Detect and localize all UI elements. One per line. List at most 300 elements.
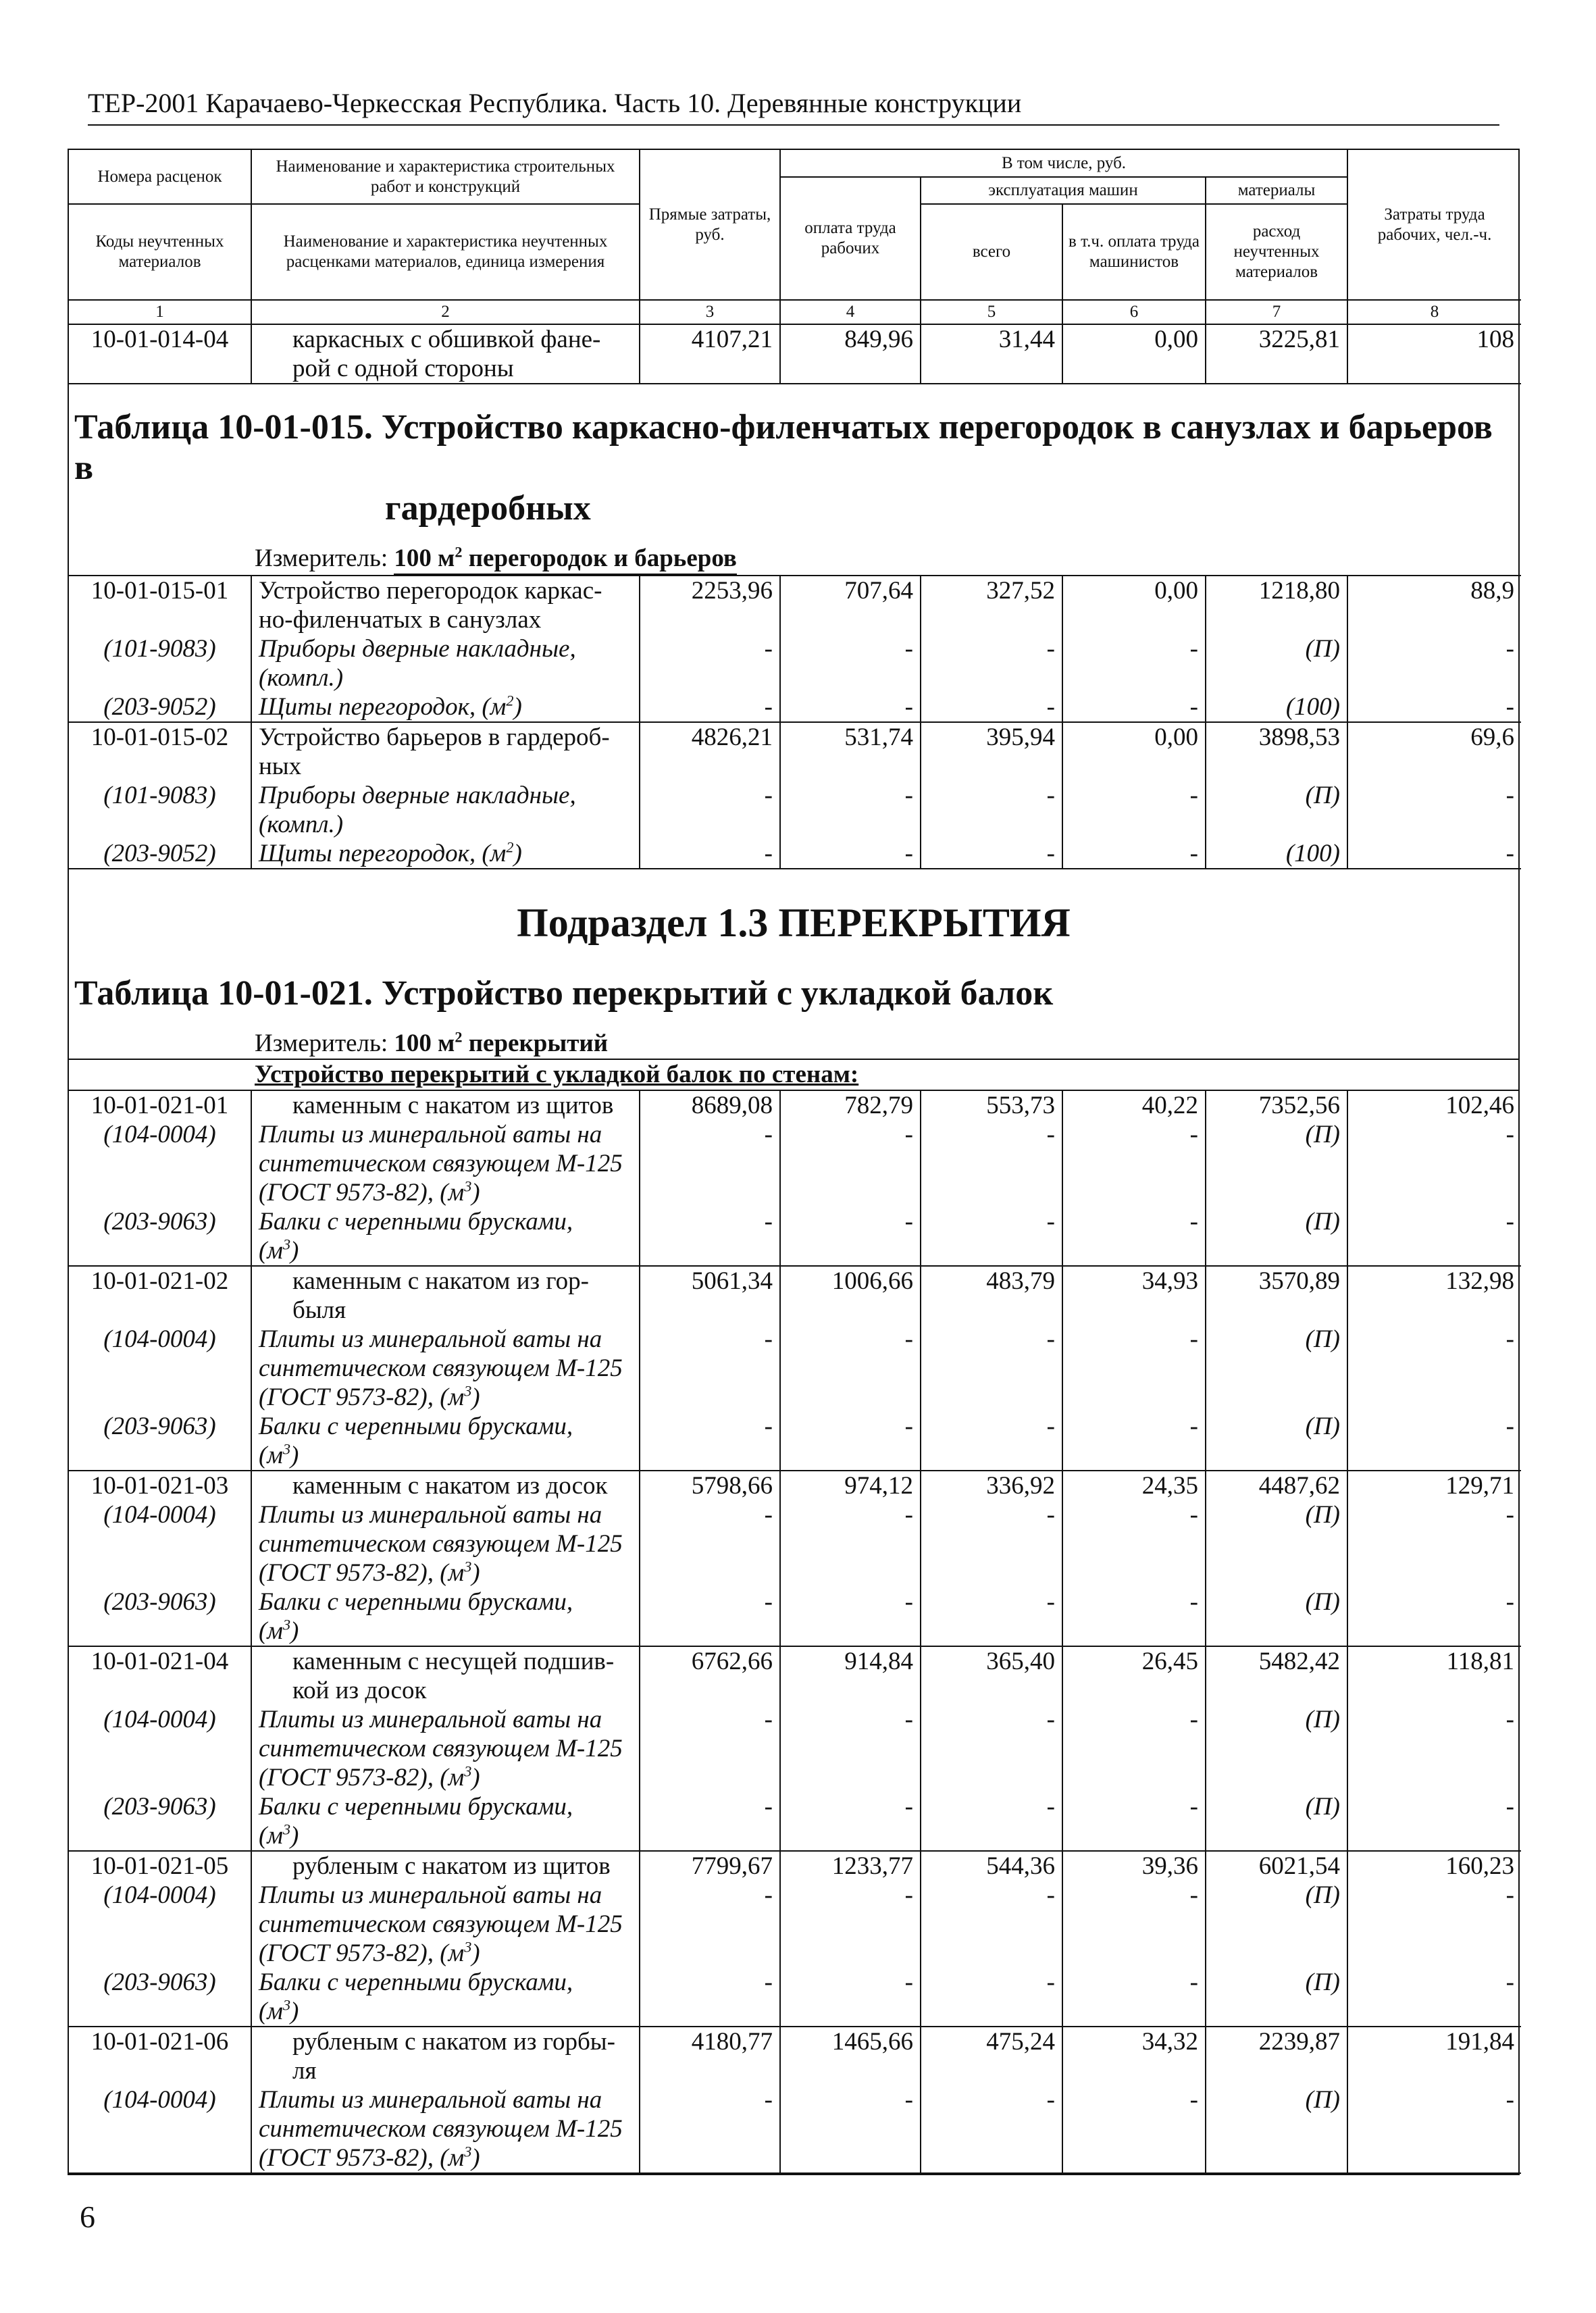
dash: - — [640, 634, 780, 692]
material-name-line: (м — [259, 1237, 283, 1265]
dash: - — [780, 1587, 921, 1646]
col-machines-total: всего — [921, 204, 1062, 300]
dash: - — [1062, 692, 1206, 722]
material-name-line: Приборы дверные накладные, — [259, 782, 576, 809]
material-name-line: (ГОСТ 9573-82), (м — [259, 2144, 465, 2172]
dash: - — [780, 1412, 921, 1471]
unit-close: ) — [513, 693, 522, 721]
worker-pay: 849,96 — [780, 325, 921, 384]
dash: - — [640, 1968, 780, 2027]
dash: - — [1347, 2085, 1521, 2173]
rate-name-line: каменным с накатом из гор- — [292, 1267, 589, 1295]
material-name — [251, 1325, 640, 1412]
material-name-line: Плиты из минеральной ваты на — [259, 1325, 602, 1353]
table-row — [69, 1851, 1521, 1881]
rate-name-line: ных — [259, 753, 302, 780]
table-row — [69, 1646, 1521, 1705]
material-name-line: (м — [259, 1617, 283, 1645]
dash: - — [780, 781, 921, 839]
worker-pay: 974,12 — [780, 1471, 921, 1500]
material-name-line: (м — [259, 1998, 283, 2025]
dash: - — [780, 1881, 921, 1968]
labor-hours: 102,46 — [1347, 1091, 1521, 1120]
machinist-pay: 34,93 — [1062, 1266, 1206, 1325]
dash: - — [1062, 1325, 1206, 1412]
machines-total: 336,92 — [921, 1471, 1062, 1500]
material-code: (203-9063) — [69, 1207, 251, 1266]
material-name-line: синтетическом связующем М-125 — [259, 2115, 623, 2143]
material-usage: (П) — [1206, 2085, 1347, 2173]
table-row — [69, 1091, 1521, 1120]
dash: - — [780, 2085, 921, 2173]
rate-name-line: каркасных с обшивкой фане- — [292, 326, 601, 353]
unit-sup: 2 — [506, 838, 514, 856]
dash: - — [1062, 1792, 1206, 1851]
dash: - — [1062, 1207, 1206, 1266]
material-name-line: синтетическом связующем М-125 — [259, 1910, 623, 1938]
col-num-8: 8 — [1347, 300, 1521, 324]
material-name-line: синтетическом связующем М-125 — [259, 1150, 623, 1177]
unit-close: ) — [471, 1939, 480, 1967]
unit-close: ) — [471, 1559, 480, 1587]
rate-name — [251, 1646, 640, 1705]
table-015-title — [69, 384, 1518, 529]
unit-close: ) — [290, 1237, 299, 1265]
col-num-6: 6 — [1062, 300, 1206, 324]
direct-costs: 8689,08 — [640, 1091, 780, 1120]
material-name — [251, 1705, 640, 1792]
rate-name-line: каменным с накатом из щитов — [292, 1092, 614, 1119]
dash: - — [1347, 1325, 1521, 1412]
material-name-line: (ГОСТ 9573-82), (м — [259, 1559, 465, 1587]
dash: - — [1347, 1792, 1521, 1851]
meter-sup: 2 — [455, 1028, 463, 1046]
rate-name-line: рой с одной стороны — [292, 355, 514, 382]
unit-sup: 3 — [282, 1996, 291, 2014]
unit-close: ) — [471, 2144, 480, 2172]
unit-sup: 3 — [464, 1938, 472, 1956]
col-num-4: 4 — [780, 300, 921, 324]
worker-pay: 1465,66 — [780, 2027, 921, 2085]
rate-code: 10-01-015-01 — [91, 577, 229, 605]
dash: - — [780, 692, 921, 722]
dash: - — [640, 1881, 780, 1968]
meter-value: 100 м — [394, 544, 455, 572]
machines-total: 31,44 — [921, 325, 1062, 384]
rate-code: 10-01-021-04 — [91, 1648, 229, 1675]
material-name-line: Плиты из минеральной ваты на — [259, 1121, 602, 1148]
worker-pay: 531,74 — [780, 722, 921, 781]
unit-close: ) — [290, 1442, 299, 1469]
col-direct-costs: Прямые затраты, руб. — [640, 150, 780, 300]
material-usage: (П) — [1206, 1120, 1347, 1207]
machinist-pay: 39,36 — [1062, 1851, 1206, 1881]
material-usage: (П) — [1206, 1587, 1347, 1646]
dash: - — [921, 692, 1062, 722]
dash: - — [1347, 781, 1521, 839]
dash: - — [640, 781, 780, 839]
unit-sup: 3 — [282, 1440, 291, 1458]
material-name — [251, 1968, 640, 2027]
table-014-rows — [69, 325, 1521, 384]
material-name-line: (ГОСТ 9573-82), (м — [259, 1939, 465, 1967]
unit-sup: 3 — [282, 1821, 291, 1838]
dash: - — [1062, 1881, 1206, 1968]
unit-sup: 3 — [464, 1762, 472, 1780]
dash: - — [1062, 781, 1206, 839]
dash: - — [780, 1705, 921, 1792]
labor-hours: 132,98 — [1347, 1266, 1521, 1325]
machinist-pay: 0,00 — [1062, 325, 1206, 384]
group-heading — [69, 1059, 1518, 1091]
rate-name — [251, 1266, 640, 1325]
meter-label: Измеритель: — [255, 544, 394, 572]
rate-name-line: Устройство барьеров в гардероб- — [259, 723, 610, 751]
worker-pay: 1006,66 — [780, 1266, 921, 1325]
unit-close: ) — [290, 1998, 299, 2025]
direct-costs: 6762,66 — [640, 1646, 780, 1705]
dash: - — [1062, 1968, 1206, 2027]
dash: - — [640, 1587, 780, 1646]
direct-costs: 5798,66 — [640, 1471, 780, 1500]
material-row — [69, 692, 1521, 722]
material-name-line: синтетическом связующем М-125 — [259, 1530, 623, 1558]
dash: - — [921, 634, 1062, 692]
dash: - — [780, 634, 921, 692]
dash: - — [1347, 692, 1521, 722]
dash: - — [921, 781, 1062, 839]
material-name — [251, 1881, 640, 1968]
table-row — [69, 576, 1521, 634]
dash: - — [1347, 1120, 1521, 1207]
table-row — [69, 1266, 1521, 1325]
material-name — [251, 1412, 640, 1471]
material-name — [251, 1120, 640, 1207]
materials-cost: 1218,80 — [1206, 576, 1347, 634]
rate-name-line: каменным с несущей подшив- — [292, 1648, 615, 1675]
machines-total: 544,36 — [921, 1851, 1062, 1881]
rate-name-line: рубленым с накатом из горбы- — [292, 2028, 615, 2056]
title-line: Таблица 10-01-015. Устройство каркасно-филенчатых перегородок в санузлах и барьеров в — [74, 408, 1493, 487]
material-name — [251, 781, 640, 839]
material-usage: (П) — [1206, 634, 1347, 692]
machinist-pay: 26,45 — [1062, 1646, 1206, 1705]
dash: - — [1062, 1120, 1206, 1207]
material-usage: (П) — [1206, 1968, 1347, 2027]
rates-table — [68, 149, 1520, 2175]
material-name-text: Щиты перегородок, (м — [259, 840, 507, 867]
worker-pay: 707,64 — [780, 576, 921, 634]
material-row — [69, 839, 1521, 869]
col-num-1: 1 — [69, 300, 251, 324]
dash: - — [1347, 1705, 1521, 1792]
unit-sup: 2 — [506, 692, 514, 709]
material-code: (203-9052) — [69, 692, 251, 722]
col-labor-hours: Затраты труда рабочих, чел.-ч. — [1347, 150, 1521, 300]
labor-hours: 69,6 — [1347, 722, 1521, 781]
unit-sup: 3 — [464, 1177, 472, 1195]
material-code: (203-9063) — [69, 1968, 251, 2027]
material-name-line: Балки с черепными брусками, — [259, 1588, 573, 1616]
dash: - — [640, 1412, 780, 1471]
dash: - — [1062, 1412, 1206, 1471]
dash: - — [1062, 634, 1206, 692]
material-name — [251, 1207, 640, 1266]
dash: - — [780, 1792, 921, 1851]
material-code: (104-0004) — [103, 1501, 216, 1529]
material-name-line: (компл.) — [259, 811, 344, 838]
dash: - — [921, 1968, 1062, 2027]
labor-hours: 118,81 — [1347, 1646, 1521, 1705]
rate-name — [251, 576, 640, 634]
material-usage: (П) — [1206, 1881, 1347, 1968]
rate-code: 10-01-021-01 — [91, 1092, 229, 1119]
direct-costs: 7799,67 — [640, 1851, 780, 1881]
dash: - — [780, 1120, 921, 1207]
material-name — [251, 1500, 640, 1587]
rate-name — [251, 2027, 640, 2085]
direct-costs: 4826,21 — [640, 722, 780, 781]
table-021-rows — [69, 1091, 1521, 2174]
material-usage: (П) — [1206, 1412, 1347, 1471]
dash: - — [780, 1325, 921, 1412]
unit-close: ) — [471, 1383, 480, 1411]
dash: - — [640, 839, 780, 869]
material-usage: (П) — [1206, 1500, 1347, 1587]
dash: - — [921, 1412, 1062, 1471]
table-row — [69, 1471, 1521, 1500]
labor-hours: 88,9 — [1347, 576, 1521, 634]
material-usage: (100) — [1206, 839, 1347, 869]
col-materials: материалы — [1206, 177, 1347, 204]
col-num-2: 2 — [251, 300, 640, 324]
material-name-line: (ГОСТ 9573-82), (м — [259, 1383, 465, 1411]
table-row — [69, 325, 1521, 384]
col-including: В том числе, руб. — [780, 150, 1347, 177]
material-name-line: Плиты из минеральной ваты на — [259, 1706, 602, 1733]
dash: - — [640, 1207, 780, 1266]
material-name — [251, 1792, 640, 1851]
unit-close: ) — [290, 1822, 299, 1850]
machinist-pay: 0,00 — [1062, 722, 1206, 781]
machines-total: 395,94 — [921, 722, 1062, 781]
material-name-line: (ГОСТ 9573-82), (м — [259, 1179, 465, 1206]
material-row — [69, 1412, 1521, 1471]
dash: - — [1062, 2085, 1206, 2173]
material-code: (203-9063) — [69, 1412, 251, 1471]
rate-name-line: быля — [292, 1296, 346, 1324]
rate-name — [251, 1851, 640, 1881]
dash: - — [1062, 1500, 1206, 1587]
dash: - — [921, 1120, 1062, 1207]
dash: - — [921, 1207, 1062, 1266]
unit-sup: 3 — [464, 2143, 472, 2160]
dash: - — [1347, 1412, 1521, 1471]
labor-hours: 191,84 — [1347, 2027, 1521, 2085]
material-row — [69, 1500, 1521, 1587]
col-material-codes: Коды неучтенных материалов — [69, 204, 251, 300]
subsection-title: Подраздел 1.3 ПЕРЕКРЫТИЯ — [517, 900, 1071, 945]
material-code: (101-9083) — [103, 635, 216, 663]
col-work-name: Наименование и характеристика строительных работ и конструкций — [251, 150, 640, 204]
material-name-line: синтетическом связующем М-125 — [259, 1735, 623, 1762]
col-worker-pay: оплата труда рабочих — [780, 177, 921, 300]
material-name-line: Балки с черепными брусками, — [259, 1793, 573, 1821]
material-row — [69, 1325, 1521, 1412]
material-row — [69, 1792, 1521, 1851]
material-name-line: (м — [259, 1442, 283, 1469]
materials-cost: 4487,62 — [1206, 1471, 1347, 1500]
dash: - — [921, 839, 1062, 869]
rate-name-line: ля — [292, 2057, 317, 2085]
page-header: ТЕР-2001 Карачаево-Черкесская Республика. Часть 10. Деревянные конструкции — [88, 86, 1499, 126]
table-021-title: Таблица 10-01-021. Устройство перекрытий с укладкой балок — [74, 974, 1054, 1013]
worker-pay: 782,79 — [780, 1091, 921, 1120]
material-code: (104-0004) — [103, 1706, 216, 1733]
materials-cost: 3225,81 — [1206, 325, 1347, 384]
material-row — [69, 634, 1521, 692]
material-usage: (П) — [1206, 1792, 1347, 1851]
material-code: (101-9083) — [103, 782, 216, 809]
dash: - — [640, 1500, 780, 1587]
material-code: (203-9052) — [69, 839, 251, 869]
material-usage: (100) — [1206, 692, 1347, 722]
machines-total: 327,52 — [921, 576, 1062, 634]
material-name-line: Плиты из минеральной ваты на — [259, 2086, 602, 2114]
dash: - — [1347, 839, 1521, 869]
materials-cost: 3898,53 — [1206, 722, 1347, 781]
dash: - — [1347, 634, 1521, 692]
rate-name — [251, 1471, 640, 1500]
rate-code: 10-01-014-04 — [69, 325, 251, 384]
unit-sup: 3 — [464, 1558, 472, 1575]
material-code: (104-0004) — [103, 1881, 216, 1909]
rate-code: 10-01-021-02 — [91, 1267, 229, 1295]
material-name-line: Балки с черепными брусками, — [259, 1413, 573, 1440]
meter-label: Измеритель: — [255, 1030, 394, 1057]
material-row — [69, 1881, 1521, 1968]
col-machinist-pay: в т.ч. оплата труда машинистов — [1062, 204, 1206, 300]
dash: - — [921, 2085, 1062, 2173]
rate-code: 10-01-021-06 — [91, 2028, 229, 2056]
machinist-pay: 24,35 — [1062, 1471, 1206, 1500]
table-015-meter — [69, 529, 1518, 575]
material-name-line: (компл.) — [259, 664, 344, 692]
dash: - — [921, 1881, 1062, 1968]
material-usage: (П) — [1206, 781, 1347, 839]
col-machines: эксплуатация машин — [921, 177, 1206, 204]
dash: - — [640, 1325, 780, 1412]
dash: - — [640, 1705, 780, 1792]
unit-sup: 3 — [464, 1382, 472, 1400]
dash: - — [1062, 1587, 1206, 1646]
material-code: (104-0004) — [103, 1121, 216, 1148]
direct-costs: 4180,77 — [640, 2027, 780, 2085]
material-name — [251, 839, 640, 869]
dash: - — [780, 1968, 921, 2027]
meter-sup: 2 — [455, 543, 463, 561]
material-row — [69, 2085, 1521, 2173]
material-name-line: Балки с черепными брусками, — [259, 1968, 573, 1996]
material-name-line: Балки с черепными брусками, — [259, 1208, 573, 1236]
material-name-line: синтетическом связующем М-125 — [259, 1354, 623, 1382]
rate-name-line: каменным с накатом из досок — [292, 1472, 608, 1500]
material-name — [251, 2085, 640, 2173]
col-material-usage: расход неучтенных материалов — [1206, 204, 1347, 300]
material-code: (203-9063) — [69, 1792, 251, 1851]
machines-total: 483,79 — [921, 1266, 1062, 1325]
worker-pay: 914,84 — [780, 1646, 921, 1705]
unit-close: ) — [471, 1764, 480, 1791]
rate-code: 10-01-015-02 — [91, 723, 229, 751]
unit-sup: 3 — [282, 1616, 291, 1633]
material-code: (104-0004) — [69, 2085, 251, 2173]
col-rate-number: Номера расценок — [69, 150, 251, 204]
dash: - — [640, 2085, 780, 2173]
material-row — [69, 1968, 1521, 2027]
materials-cost: 6021,54 — [1206, 1851, 1347, 1881]
dash: - — [780, 1500, 921, 1587]
dash: - — [921, 1587, 1062, 1646]
materials-cost: 5482,42 — [1206, 1646, 1347, 1705]
meter-suffix: перекрытий — [462, 1030, 609, 1057]
rate-name-line: кой из досок — [292, 1677, 427, 1704]
material-name — [251, 634, 640, 692]
dash: - — [640, 692, 780, 722]
machines-total: 365,40 — [921, 1646, 1062, 1705]
unit-close: ) — [290, 1617, 299, 1645]
page-number: 6 — [80, 2200, 95, 2234]
title-line: гардеробных — [385, 489, 591, 528]
rate-name-line: Устройство перегородок каркас- — [259, 577, 602, 605]
materials-cost: 7352,56 — [1206, 1091, 1347, 1120]
material-row — [69, 781, 1521, 839]
dash: - — [921, 1325, 1062, 1412]
labor-hours: 160,23 — [1347, 1851, 1521, 1881]
rate-name — [251, 1091, 640, 1120]
labor-hours: 129,71 — [1347, 1471, 1521, 1500]
material-row — [69, 1207, 1521, 1266]
dash: - — [1347, 1968, 1521, 2027]
dash: - — [640, 1120, 780, 1207]
material-name-line: Плиты из минеральной ваты на — [259, 1501, 602, 1529]
dash: - — [1347, 1881, 1521, 1968]
dash: - — [1347, 1587, 1521, 1646]
group-heading-text: Устройство перекрытий с укладкой балок по стенам: — [255, 1061, 859, 1088]
material-code: (104-0004) — [103, 1325, 216, 1353]
dash: - — [1347, 1207, 1521, 1266]
table-021-meter — [69, 1014, 1518, 1059]
rate-name-line: но-филенчатых в санузлах — [259, 606, 542, 634]
direct-costs: 2253,96 — [640, 576, 780, 634]
dash: - — [640, 1792, 780, 1851]
unit-sup: 3 — [282, 1236, 291, 1253]
table-015-heading — [69, 384, 1518, 575]
unit-close: ) — [471, 1179, 480, 1206]
col-material-name: Наименование и характеристика неучтенных расценками материалов, единица измерения — [251, 204, 640, 300]
materials-cost: 3570,89 — [1206, 1266, 1347, 1325]
direct-costs: 5061,34 — [640, 1266, 780, 1325]
table-015-rows — [69, 575, 1521, 869]
material-name-line: Приборы дверные накладные, — [259, 635, 576, 663]
material-code: (203-9063) — [69, 1587, 251, 1646]
dash: - — [780, 1207, 921, 1266]
table-row — [69, 2027, 1521, 2085]
dash: - — [1347, 1500, 1521, 1587]
material-usage: (П) — [1206, 1705, 1347, 1792]
material-name — [251, 1587, 640, 1646]
rate-name — [251, 722, 640, 781]
